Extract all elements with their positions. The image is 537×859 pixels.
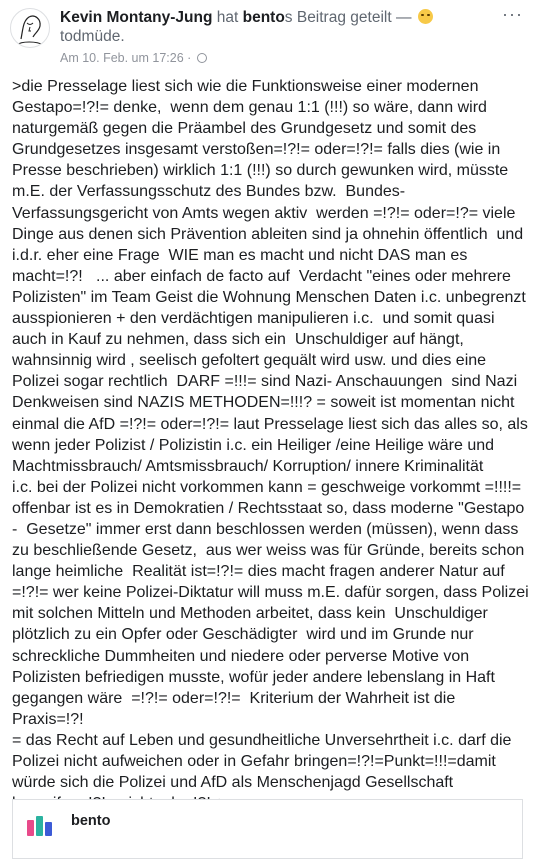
post-text-line: i.c. bei der Polizei nicht vorkommen kann = geschweige vorkommt =!!!!= [12,478,522,496]
post-meta [60,50,207,66]
post-text-line: einmal die AfD =!?!= oder=!?!= laut Presselage liest sich das alles so, als [12,415,528,433]
page-link[interactable]: bento [242,9,285,26]
post-text-line: mit solchen Mitteln und Methoden arbeitet, dass kein Unschuldiger [12,605,488,623]
feeling-status: todmüde. [60,28,125,45]
post-text-line: ausspionieren + den verdächtigen manipulieren i.c. und somit quasi [12,310,495,328]
shared-page-name[interactable]: bento [71,813,111,829]
post-text-line: würde sich die Polizei und AfD als Menschenjagd Gesellschaft [12,774,454,792]
post-text-line: >die Presselage liest sich wie die Funktionsweise einer modernen [12,78,479,95]
post-text-line: Grundgesetzes insgesamt verstoßen=!?!= oder=!?!= falls dies (wie in [12,141,501,159]
post-text-line: m.E. der Verfassungsschutz des Bundes bzw. Bundes- [12,183,406,201]
more-options-button[interactable]: ··· [502,4,523,24]
post-text-line: auch in Kauf zu nehmen, dass sich ein Unschuldiger auf hängt, [12,331,464,349]
post-text-line: schreckliche Dummheiten und niedere oder perverse Motive von [12,647,470,665]
share-line [60,8,490,28]
post-text-line: - Gesetze" immer erst dann beschlossen werden (müssen), wenn dass [12,520,519,538]
post-text-line: naturgemäß gegen die Präambel des Grundgesetz und somit des [12,120,477,138]
avatar[interactable] [10,8,50,48]
post-text-line: Gestapo=!?!= denke, wenn dem genau 1:1 (!!!) so wäre, dann wird [12,99,487,117]
avatar-sketch-icon [11,9,49,47]
post-text-line: Presse beschrieben) wirklich 1:1 (!!!) so durch gewunken wird, müsste [12,162,509,180]
post-text-line: gegangen wäre =!?!= oder=!?!= Kriterium der Wahrheit ist die Praxis=!?! [12,689,460,728]
post-text-line: i.d.r. eher eine Frage WIE man es macht und nicht DAS man es [12,246,468,264]
post-header [0,0,537,72]
post-text-line: Polizei sogar rechtlich DARF =!!!= sind Nazi- Anschauungen sind Nazi [12,373,518,391]
post-text-line: plötzlich zu ein Opfer oder Geschädigter wird und im Grunde nur [12,626,474,644]
post-text-line: zu beschließende Gesetz, aus wer weiss was für Gründe, bereits schon [12,542,525,560]
post-text-line: wahnsinnig wird , seelisch gefoltert gequält wird usw. und dies eine [12,352,487,370]
post-text-line: lange heimliche Realität ist=!?!= dies macht fragen anderer Natur auf [12,563,505,581]
post-text-line: Verfassungsgericht von Amts wegen aktiv werden =!?!= oder=!?= viele [12,204,516,222]
post-text-line: Polizisten befriedigen musste, wofür jeder andere lebenslang in Haft [12,668,495,686]
post-text-line: = das Recht auf Leben und gesundheitliche Unversehrtheit i.c. darf die [12,731,512,749]
sleepy-face-icon [418,9,433,24]
post-text-line: Dinge aus denen sich Prävention ableiten sind ja ohnehin öffentlich und [12,225,524,243]
author-name[interactable]: Kevin Montany-Jung [60,9,213,26]
timestamp[interactable]: Am 10. Feb. um 17:26 · [60,51,192,65]
globe-icon [197,53,207,63]
bento-logo-icon [25,812,57,840]
shared-post-card[interactable] [12,799,523,859]
post-text-line: Polizisten" im Team Geist die Wohnung Menschen Daten i.c. unbegrenzt [12,288,526,306]
post-text-line: Polizei nicht aufweichen oder in Gefahr bringen=!?!=Punkt=!!!=damit [12,753,496,770]
post-body [12,76,530,814]
shared-suffix: s Beitrag geteilt — [284,9,412,26]
post-text-line: Denkweisen sind NAZIS METHODEN=!!!? = soweit ist momentan nicht [12,394,515,412]
post-text-line: wenn jeder Polizist / Polizistin i.c. ein Heiliger /eine Heilige wäre und [12,436,495,454]
post-text-line: offenbar ist es in Demokratien / Rechtsstaat so, dass moderne "Gestapo [12,499,525,517]
post-text-line: =!?!= wer keine Polizei-Diktatur will muss m.E. dafür sorgen, dass Polizei [12,584,529,602]
post-text-line: Machtmissbrauch/ Amtsmissbrauch/ Korruption/ innere Kriminalität [12,457,484,475]
post-text-line: macht=!?! ... aber einfach de facto auf Verdacht "eines oder mehrere [12,267,511,285]
shared-prefix: hat [216,9,239,26]
